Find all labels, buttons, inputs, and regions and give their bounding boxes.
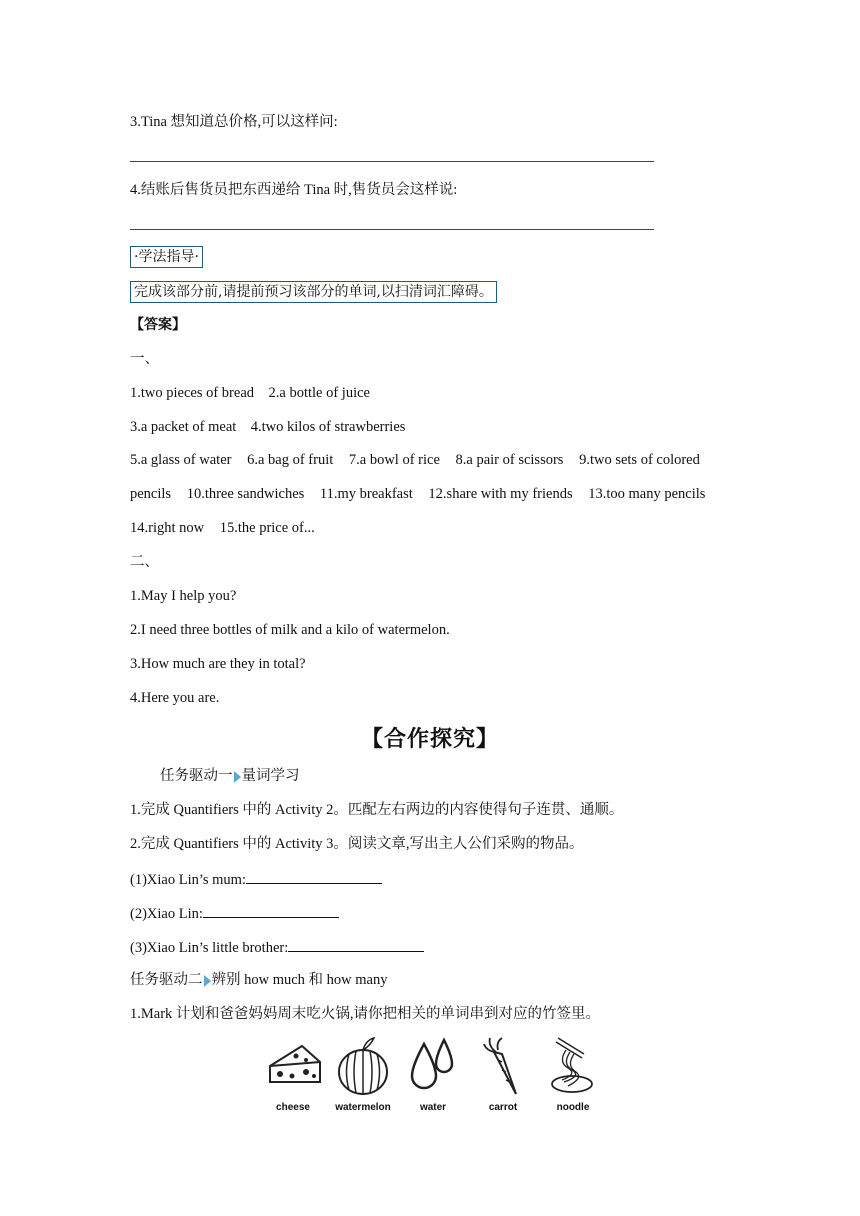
answer-item: 9.two sets of colored pencils xyxy=(130,452,700,502)
food-item xyxy=(398,1036,468,1116)
fill-row-2 xyxy=(130,903,339,923)
fill-label: (3)Xiao Lin’s little brother: xyxy=(130,940,289,956)
answer-line: 4.Here you are. xyxy=(130,690,220,706)
water-drop-icon xyxy=(402,1036,464,1096)
answer-line: 2.I need three bottles of milk and a kilo of watermelon. xyxy=(130,622,450,638)
answer-item: 7.a bowl of rice xyxy=(348,452,440,468)
answer-item: 10.three sandwiches xyxy=(186,486,305,502)
task1-label: 任务驱动一 xyxy=(160,768,233,784)
answer-item: 15.the price of... xyxy=(219,520,315,536)
task1-item1: 1.完成 Quantifiers 中的 Activity 2。匹配左右两边的内容使得句子连贯、通顺。 xyxy=(130,802,624,818)
answers-part2-label: 二、 xyxy=(130,554,159,570)
task2-title xyxy=(130,971,388,989)
answer-item: 4.two kilos of strawberries xyxy=(250,419,406,435)
fill-blank[interactable] xyxy=(288,937,424,952)
answers-label: 【答案】 xyxy=(130,317,186,333)
answer-line: 1.May I help you? xyxy=(130,588,237,604)
answers-part1-label: 一、 xyxy=(130,351,159,367)
task2-item1: 1.Mark 计划和爸爸妈妈周末吃火锅,请你把相关的单词串到对应的竹签里。 xyxy=(130,1006,601,1022)
carrot-icon xyxy=(472,1036,534,1096)
watermelon-icon xyxy=(332,1036,394,1096)
fill-label: (1)Xiao Lin’s mum: xyxy=(130,872,246,888)
answer-item: 8.a pair of scissors xyxy=(455,452,564,468)
task2-label: 任务驱动二 xyxy=(130,972,203,988)
task1-title xyxy=(160,767,300,785)
food-item xyxy=(328,1036,398,1116)
answer-item: 1.two pieces of bread xyxy=(130,385,255,401)
noodle-icon xyxy=(542,1036,604,1096)
answer-item: 6.a bag of fruit xyxy=(247,452,334,468)
food-item xyxy=(258,1036,328,1116)
task2-topic: 辨别 how much 和 how many xyxy=(211,972,388,988)
section-heading: 【合作探究】 xyxy=(360,726,499,752)
answers-part1-row1 xyxy=(130,384,370,402)
fill-label: (2)Xiao Lin: xyxy=(130,906,203,922)
food-item xyxy=(468,1036,538,1116)
answer-item: 2.a bottle of juice xyxy=(268,385,370,401)
answer-item: 11.my breakfast xyxy=(319,486,413,502)
food-label: cheese xyxy=(276,1102,310,1113)
answer-line-4 xyxy=(130,229,654,230)
food-item xyxy=(538,1036,608,1116)
question-4: 4.结账后售货员把东西递给 Tina 时,售货员会这样说: xyxy=(130,182,458,198)
task1-topic: 量词学习 xyxy=(241,768,300,784)
fill-blank[interactable] xyxy=(203,903,339,918)
food-label: watermelon xyxy=(335,1102,391,1113)
answers-part1-wrapped xyxy=(130,443,734,545)
food-icon-row xyxy=(258,1036,608,1116)
answer-item: 5.a glass of water xyxy=(130,452,232,468)
answers-part1-row2 xyxy=(130,418,405,436)
food-label: noodle xyxy=(556,1102,590,1113)
answer-item: 12.share with my friends xyxy=(428,486,573,502)
fill-row-1 xyxy=(130,869,382,889)
arrow-icon xyxy=(204,975,211,987)
fill-row-3 xyxy=(130,937,424,957)
study-tip-title: ·学法指导· xyxy=(130,246,203,268)
food-label: carrot xyxy=(488,1102,518,1113)
task1-item2: 2.完成 Quantifiers 中的 Activity 3。阅读文章,写出主人公们采购的物品。 xyxy=(130,836,584,852)
cheese-icon xyxy=(262,1036,324,1094)
food-label: water xyxy=(419,1102,447,1113)
answer-item: 3.a packet of meat xyxy=(130,419,237,435)
question-3: 3.Tina 想知道总价格,可以这样问: xyxy=(130,114,338,130)
answer-line-3 xyxy=(130,161,654,162)
answer-line: 3.How much are they in total? xyxy=(130,656,306,672)
answer-item: 13.too many pencils xyxy=(588,486,706,502)
fill-blank[interactable] xyxy=(246,869,382,884)
study-tip-text: 完成该部分前,请提前预习该部分的单词,以扫清词汇障碍。 xyxy=(130,281,497,303)
arrow-icon xyxy=(234,771,241,783)
answer-item: 14.right now xyxy=(130,520,205,536)
